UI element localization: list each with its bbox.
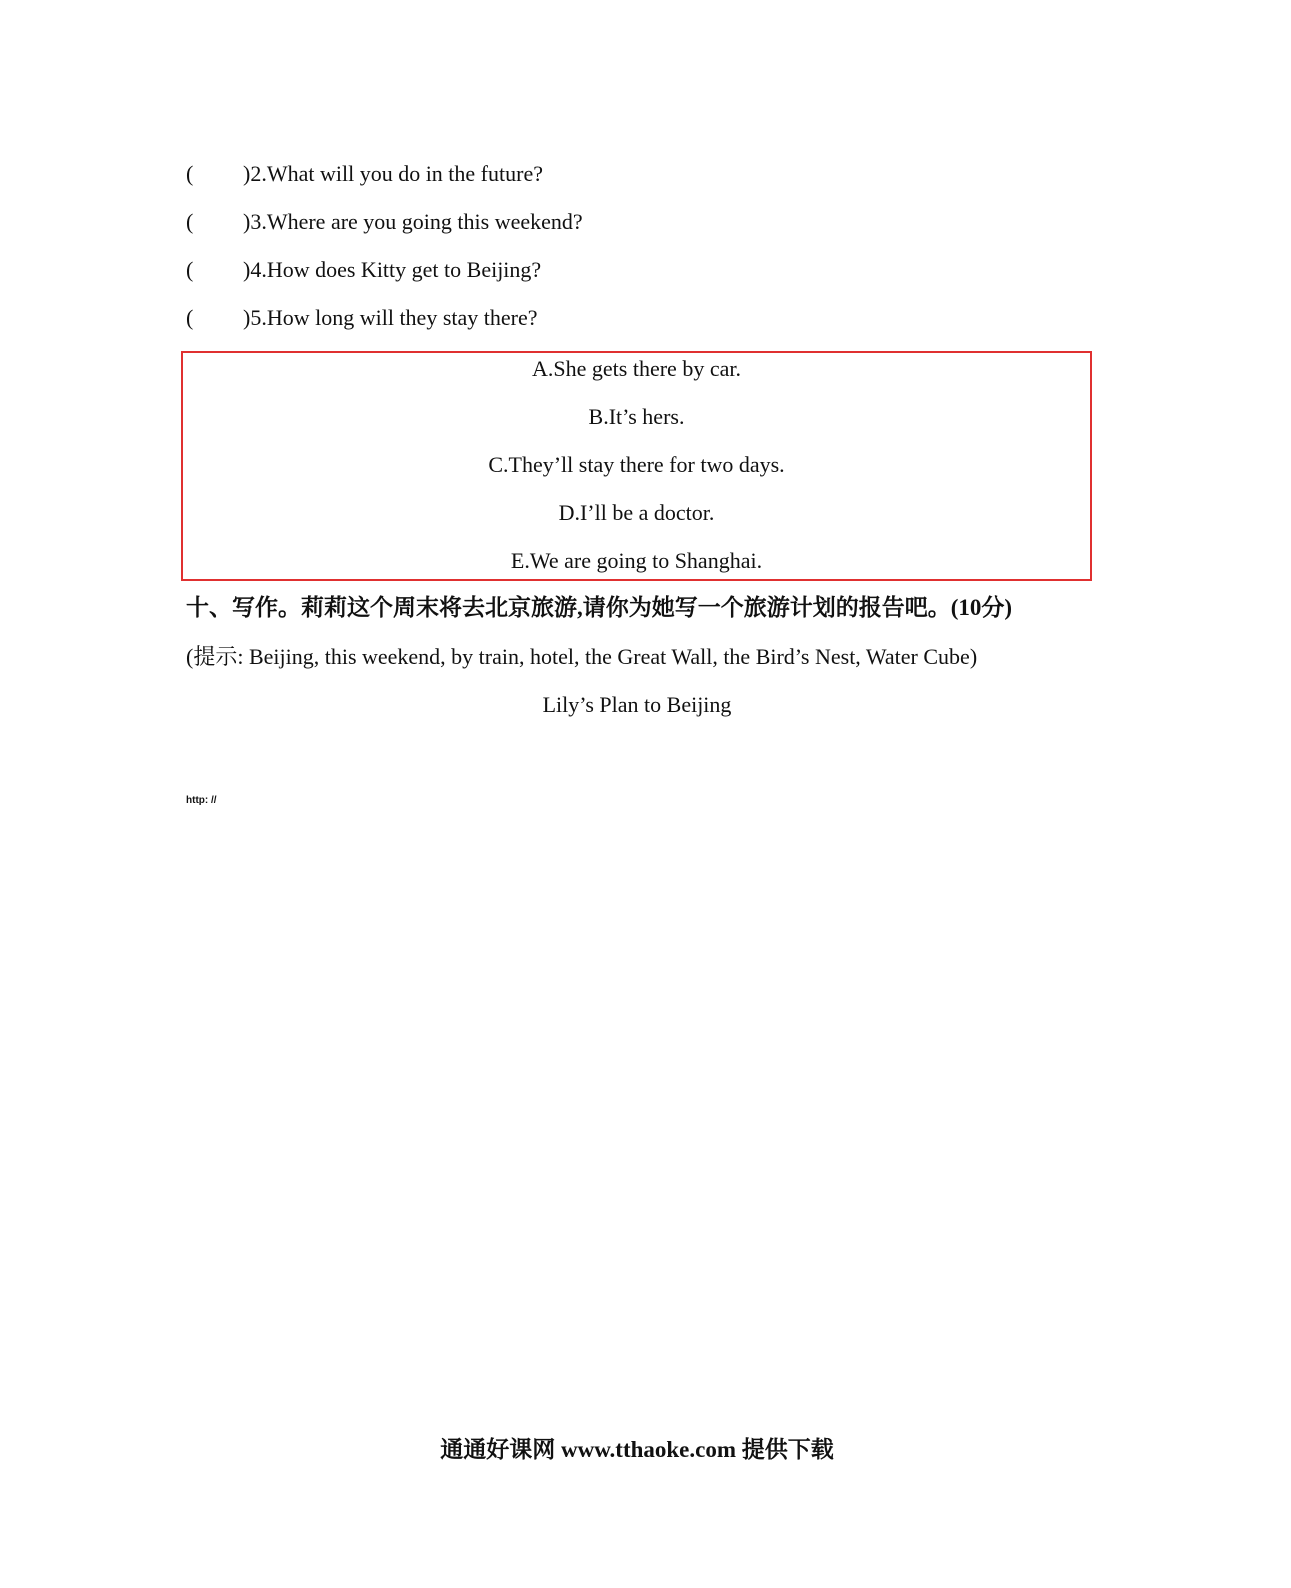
essay-title: Lily’s Plan to Beijing — [542, 692, 732, 717]
question-5 — [186, 303, 538, 333]
answer-options-box — [181, 351, 1092, 581]
page-footer: 通通好课网 www.tthaoke.com 提供下载 — [440, 1437, 834, 1462]
question-text: )2.What will you do in the future? — [243, 161, 543, 186]
option-c: C.They’ll stay there for two days. — [488, 452, 785, 477]
answer-blank: ( — [186, 305, 194, 330]
question-3 — [186, 207, 583, 237]
answer-blank: ( — [186, 257, 194, 282]
question-2 — [186, 159, 543, 189]
option-a: A.She gets there by car. — [532, 356, 741, 381]
question-text: )3.Where are you going this weekend? — [243, 209, 583, 234]
option-d: D.I’ll be a doctor. — [558, 500, 715, 525]
question-text: )5.How long will they stay there? — [243, 305, 538, 330]
small-url-text: http: // — [186, 795, 217, 806]
question-text: )4.How does Kitty get to Beijing? — [243, 257, 542, 282]
writing-hint: (提示: Beijing, this weekend, by train, hotel, the Great Wall, the Bird’s Nest, Water Cube) — [186, 644, 978, 669]
answer-blank: ( — [186, 161, 194, 186]
option-b: B.It’s hers. — [588, 404, 685, 429]
question-4 — [186, 255, 541, 285]
answer-blank: ( — [186, 209, 194, 234]
writing-section-heading: 十、写作。莉莉这个周末将去北京旅游,请你为她写一个旅游计划的报告吧。(10分) — [186, 595, 1013, 620]
option-e: E.We are going to Shanghai. — [510, 548, 763, 573]
